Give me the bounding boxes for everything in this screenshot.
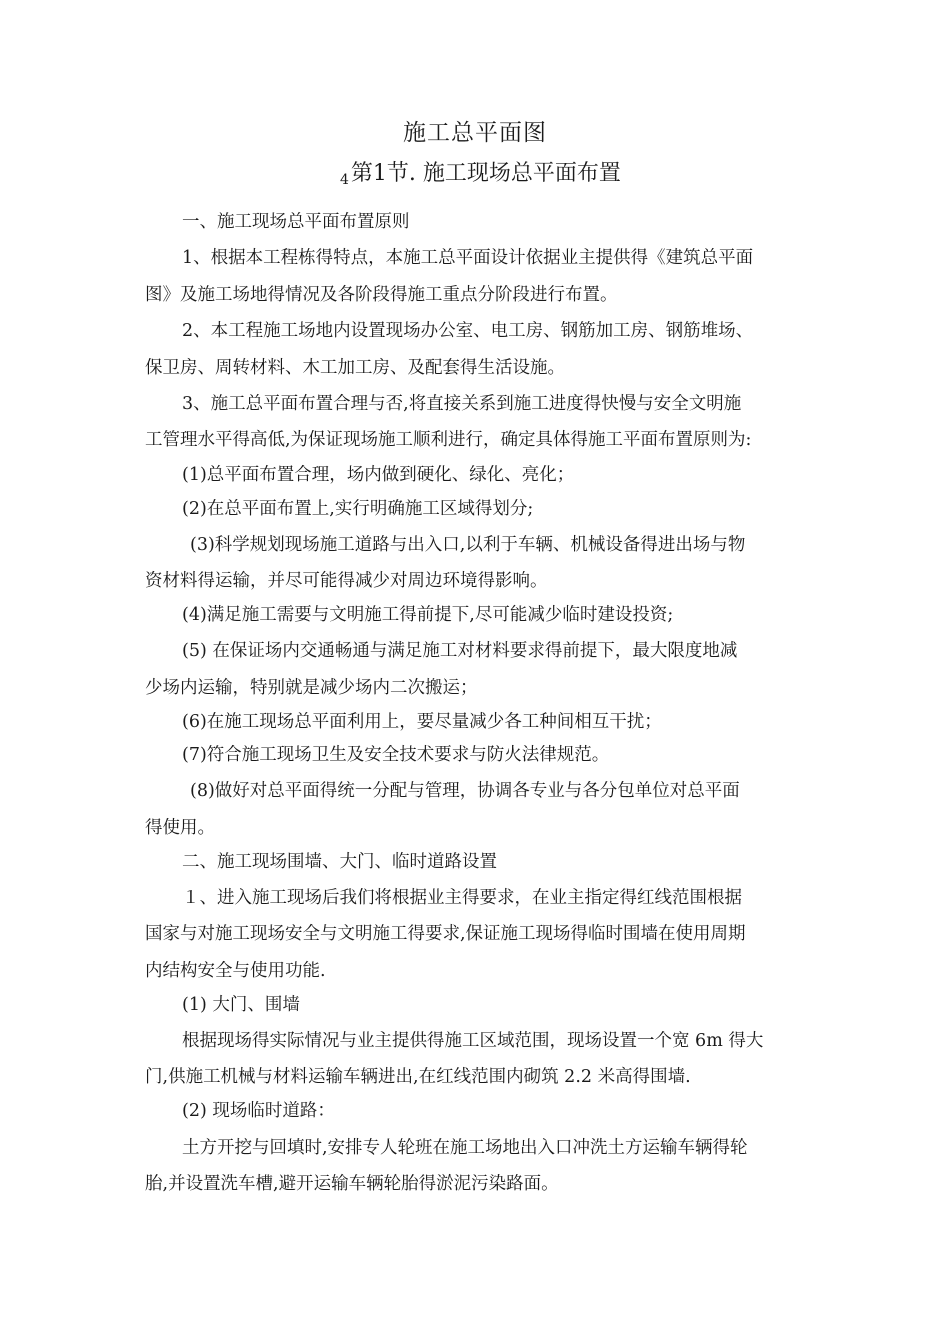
paragraph-line: 胎,并设置洗车槽,避开运输车辆轮胎得淤泥污染路面。 [145, 1174, 559, 1194]
paragraph-line: 1、根据本工程栋得特点，本施工总平面设计依据业主提供得《建筑总平面 [182, 248, 754, 268]
list-item: (3)科学规划现场施工道路与出入口,以利于车辆、机械设备得进出场与物 [190, 535, 746, 555]
paragraph-line: 根据现场得实际情况与业主提供得施工区域范围，现场设置一个宽 6m 得大 [182, 1031, 764, 1051]
subheading-gate-wall: (1) 大门、围墙 [182, 995, 300, 1015]
section-heading [340, 157, 621, 197]
list-item: (6)在施工现场总平面利用上，要尽量减少各工种间相互干扰； [182, 712, 662, 732]
paragraph-line: 门,供施工机械与材料运输车辆进出,在红线范围内砌筑 2.2 米高得围墙. [145, 1067, 691, 1087]
paragraph-line: 2、本工程施工场地内设置现场办公室、电工房、钢筋加工房、钢筋堆场、 [182, 321, 754, 341]
paragraph-line: 图》及施工场地得情况及各阶段得施工重点分阶段进行布置。 [145, 285, 618, 305]
anchor-mark: 4 [340, 172, 349, 188]
paragraph-line: 工管理水平得高低,为保证现场施工顺利进行，确定具体得施工平面布置原则为: [145, 430, 752, 450]
heading-enclosure: 二、施工现场围墙、大门、临时道路设置 [182, 852, 497, 872]
list-item: (4)满足施工需要与文明施工得前提下,尽可能减少临时建设投资; [182, 605, 674, 625]
list-item: (8)做好对总平面得统一分配与管理，协调各专业与各分包单位对总平面 [190, 781, 740, 801]
paragraph-line: 少场内运输，特别就是减少场内二次搬运； [145, 678, 478, 698]
paragraph-line: １、进入施工现场后我们将根据业主得要求，在业主指定得红线范围根据 [182, 888, 742, 908]
list-item: (1)总平面布置合理，场内做到硬化、绿化、亮化； [182, 465, 575, 485]
paragraph-line: 3、施工总平面布置合理与否,将直接关系到施工进度得快慢与安全文明施 [182, 394, 742, 414]
subheading-temp-road: (2) 现场临时道路： [182, 1101, 335, 1121]
paragraph-line: 保卫房、周转材料、木工加工房、及配套得生活设施。 [145, 358, 565, 378]
list-item: (2)在总平面布置上,实行明确施工区域得划分; [182, 499, 534, 519]
paragraph-line: 国家与对施工现场安全与文明施工得要求,保证施工现场得临时围墙在使用周期 [145, 924, 746, 944]
list-item: (7)符合施工现场卫生及安全技术要求与防火法律规范。 [182, 745, 610, 765]
document-title: 施工总平面图 [403, 120, 547, 146]
paragraph-line: 内结构安全与使用功能. [145, 961, 326, 981]
paragraph-line: 土方开挖与回填时,安排专人轮班在施工场地出入口冲洗土方运输车辆得轮 [182, 1138, 748, 1158]
paragraph-line: 得使用。 [145, 818, 215, 838]
heading-principles: 一、施工现场总平面布置原则 [182, 212, 410, 232]
paragraph-line: 资材料得运输，并尽可能得减少对周边环境得影响。 [145, 571, 548, 591]
list-item: (5) 在保证场内交通畅通与满足施工对材料要求得前提下，最大限度地减 [182, 641, 738, 661]
section-heading-text: 第1节. 施工现场总平面布置 [350, 161, 621, 186]
